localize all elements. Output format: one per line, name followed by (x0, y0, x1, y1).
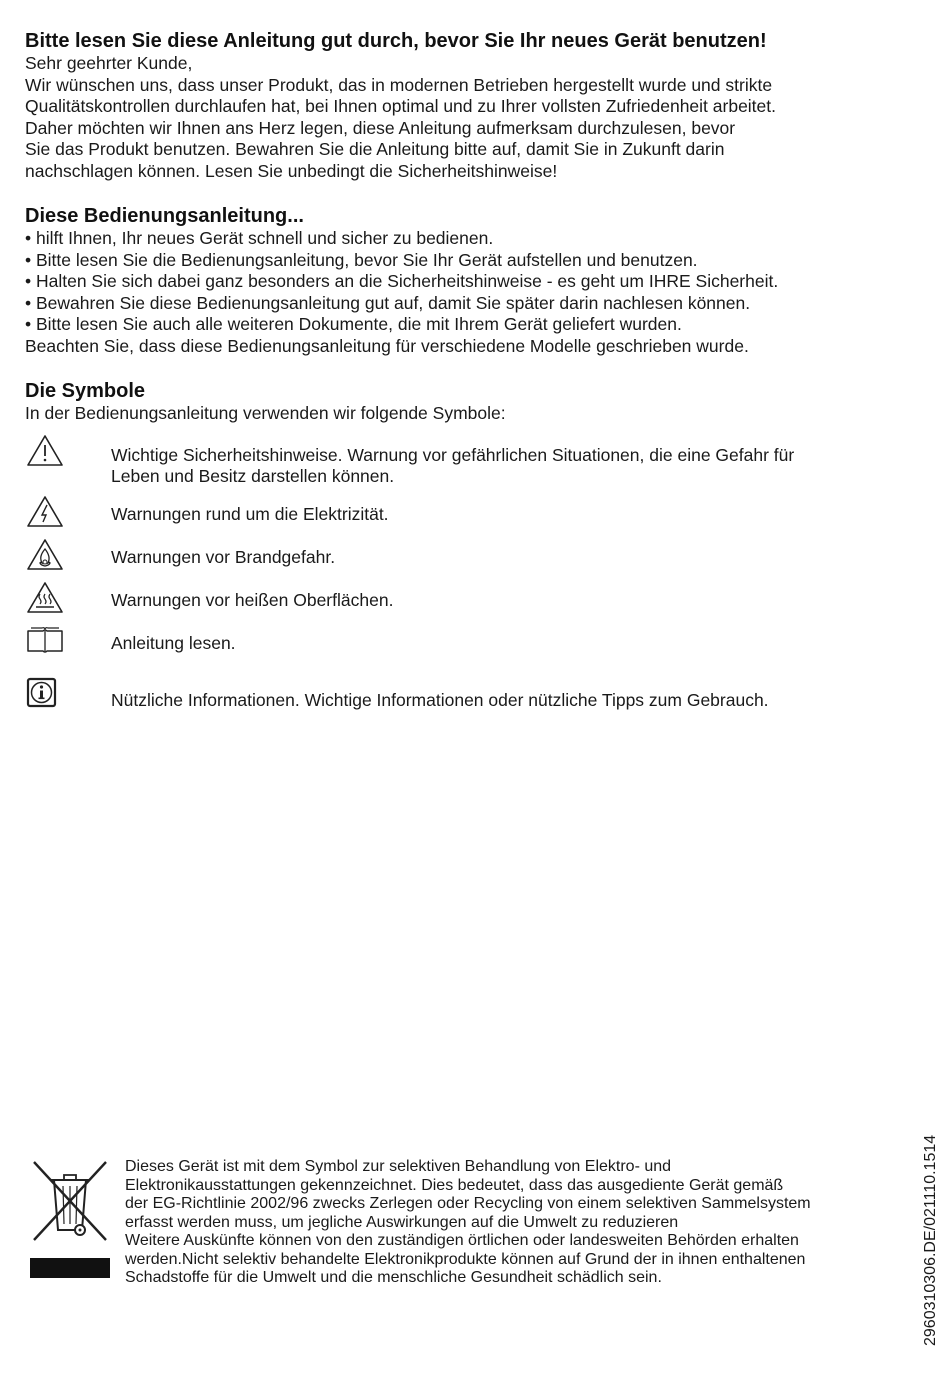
info-icon (25, 676, 65, 712)
crossed-bin-icon (30, 1158, 110, 1282)
symbol-text: Anleitung lesen. (111, 632, 236, 653)
intro-line: Wir wünschen uns, dass unser Produkt, das in modernen Betrieben hergestellt wurde und strikte (25, 74, 773, 95)
weee-text: Schadstoffe für die Umwelt und die menschliche Gesundheit schädlich sein. (125, 1269, 662, 1286)
fire-hazard-icon (25, 537, 65, 573)
book-icon (25, 623, 65, 659)
manual-bullet-list (25, 228, 925, 336)
intro-title: Bitte lesen Sie diese Anleitung gut durch, bevor Sie Ihr neues Gerät benutzen! (25, 30, 767, 52)
manual-title: Diese Bedienungsanleitung... (25, 205, 304, 227)
list-item: • Bitte lesen Sie auch alle weiteren Dokumente, die mit Ihrem Gerät geliefert wurden. (25, 314, 682, 334)
symbol-text: Warnungen rund um die Elektrizität. (111, 503, 389, 524)
symbol-row-warning (25, 433, 925, 488)
weee-text: erfasst werden muss, um jegliche Auswirkungen auf die Umwelt zu reduzieren (125, 1213, 679, 1231)
manual-section (25, 205, 925, 357)
weee-text: Weitere Auskünfte können von den zuständigen örtlichen oder landesweiten Behörden erhalten (125, 1232, 799, 1249)
hot-surface-icon (25, 580, 65, 616)
intro-line: Sie das Produkt benutzen. Bewahren Sie die Anleitung bitte auf, damit Sie in Zukunft darin (25, 139, 725, 159)
list-item: • Bitte lesen Sie die Bedienungsanleitung, bevor Sie Ihr Gerät aufstellen und benutzen. (25, 249, 698, 270)
intro-line: Qualitätskontrollen durchlaufen hat, bei Ihnen optimal und zu Ihrer vollsten Zufriedenheit arbeitet. (25, 96, 777, 116)
symbol-text: Warnungen vor Brandgefahr. (111, 546, 336, 567)
symbol-row-info (25, 674, 925, 717)
weee-text: Elektronikausstattungen gekennzeichnet. Dies bedeutet, dass das ausgediente Gerät gemäß (125, 1176, 784, 1194)
symbol-row-fire (25, 531, 925, 574)
weee-text: der EG-Richtlinie 2002/96 zwecks Zerlegen oder Recycling von einem selektiven Sammelsystem (125, 1195, 811, 1212)
symbols-title: Die Symbole (25, 380, 146, 402)
weee-text: Dieses Gerät ist mit dem Symbol zur selektiven Behandlung von Elektro- und (125, 1158, 672, 1175)
models-note: Beachten Sie, dass diese Bedienungsanleitung für verschiedene Modelle geschrieben wurde. (25, 335, 749, 356)
symbol-row-book (25, 617, 925, 660)
intro-line: Daher möchten wir Ihnen ans Herz legen, diese Anleitung aufmerksam durchzulesen, bevor (25, 117, 736, 138)
intro-section (25, 30, 925, 182)
greeting: Sehr geehrter Kunde, (25, 53, 193, 73)
weee-text: werden.Nicht selektiv behandelte Elektronikprodukte können auf Grund der in ihnen enthaltenen (125, 1250, 806, 1268)
document-id: 2960310306.DE/021110.1514 (922, 1134, 939, 1346)
intro-line: nachschlagen können. Lesen Sie unbedingt die Sicherheitshinweise! (25, 160, 558, 181)
electric-hazard-icon (25, 494, 65, 530)
symbols-section (25, 380, 925, 717)
list-item: • Halten Sie sich dabei ganz besonders an die Sicherheitshinweise - es geht um IHRE Sicherheit. (25, 271, 779, 291)
manual-page (25, 30, 925, 717)
symbol-row-hot-surface (25, 574, 925, 617)
symbol-text: Leben und Besitz darstellen können. (111, 466, 395, 486)
warning-triangle-icon (25, 433, 65, 469)
symbol-row-electric (25, 488, 925, 531)
list-item: • hilft Ihnen, Ihr neues Gerät schnell und sicher zu bedienen. (25, 228, 494, 248)
weee-disposal-section (25, 1158, 915, 1288)
symbol-text: Nützliche Informationen. Wichtige Informationen oder nützliche Tipps zum Gebrauch. (111, 689, 769, 710)
symbol-text: Wichtige Sicherheitshinweise. Warnung vor gefährlichen Situationen, die eine Gefahr für (111, 444, 795, 465)
symbol-text: Warnungen vor heißen Oberflächen. (111, 589, 394, 610)
symbols-subtitle: In der Bedienungsanleitung verwenden wir folgende Symbole: (25, 403, 506, 423)
list-item: • Bewahren Sie diese Bedienungsanleitung gut auf, damit Sie später darin nachlesen können. (25, 292, 751, 313)
